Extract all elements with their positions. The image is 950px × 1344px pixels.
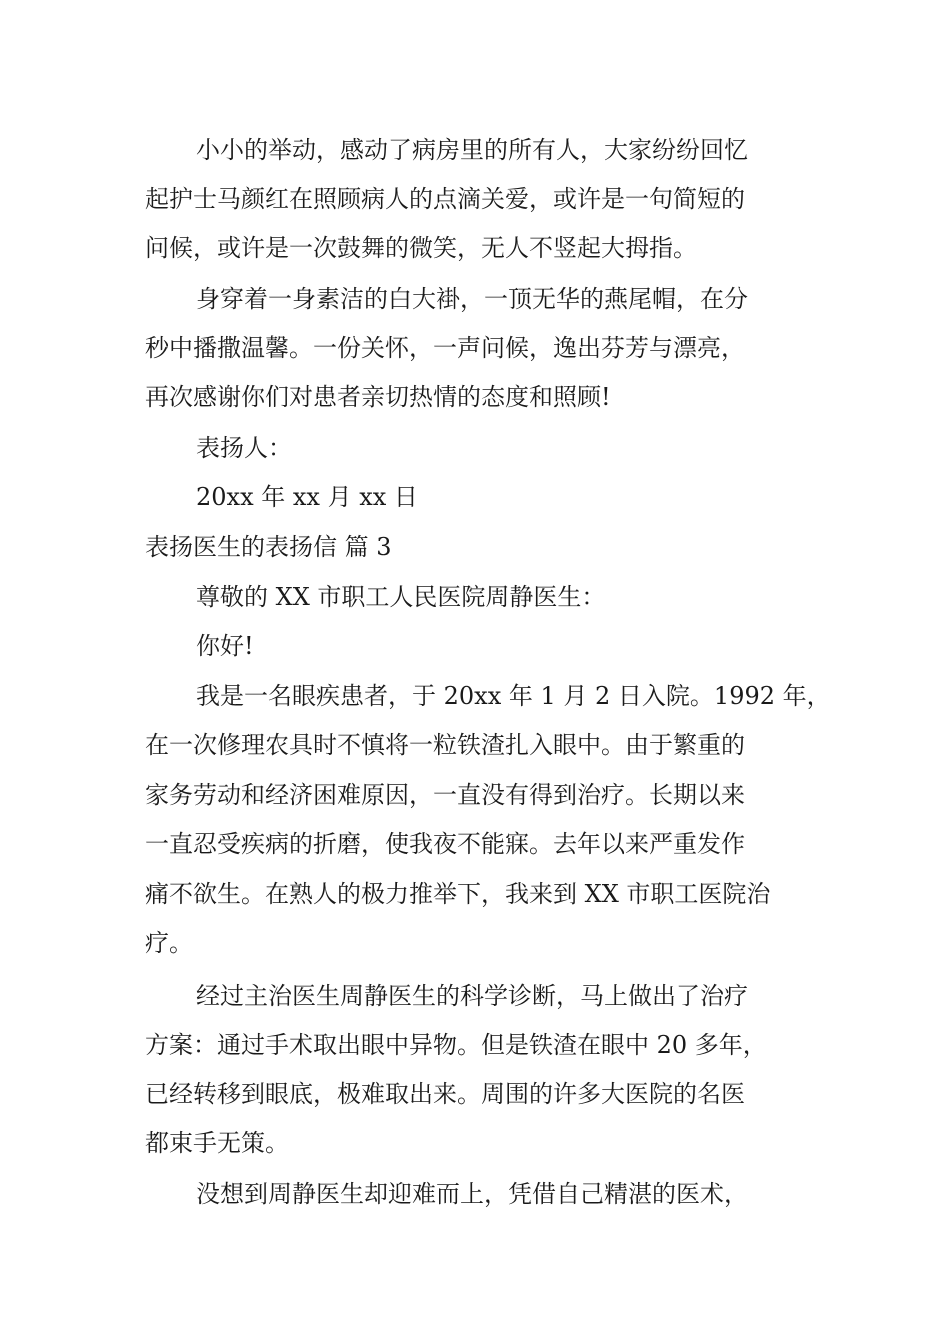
paragraph-line: 方案：通过手术取出眼中异物。但是铁渣在眼中 20 多年， (145, 1031, 767, 1059)
paragraph-line: 一直忍受疾病的折磨，使我夜不能寐。去年以来严重发作 (145, 830, 745, 858)
paragraph-line: 都束手无策。 (145, 1129, 289, 1157)
paragraph-line: 痛不欲生。在熟人的极力推举下，我来到 XX 市职工医院治 (145, 880, 771, 908)
paragraph-line: 疗。 (145, 929, 193, 957)
paragraph-line: 起护士马颜红在照顾病人的点滴关爱，或许是一句简短的 (145, 185, 745, 213)
date-line: 20xx 年 xx 月 xx 日 (196, 483, 418, 511)
signature-label: 表扬人： (196, 434, 292, 462)
paragraph-line: 秒中播撒温馨。一份关怀，一声问候，逸出芬芳与漂亮， (145, 334, 745, 362)
paragraph-line: 家务劳动和经济困难原因，一直没有得到治疗。长期以来 (145, 781, 745, 809)
greeting: 你好! (196, 632, 254, 660)
paragraph-line: 没想到周静医生却迎难而上，凭借自己精湛的医术， (196, 1180, 748, 1208)
paragraph-line: 经过主治医生周静医生的科学诊断，马上做出了治疗 (196, 982, 748, 1010)
paragraph-line: 身穿着一身素洁的白大褂，一顶无华的燕尾帽，在分 (196, 285, 748, 313)
paragraph-line: 在一次修理农具时不慎将一粒铁渣扎入眼中。由于繁重的 (145, 731, 745, 759)
section-heading: 表扬医生的表扬信 篇 3 (145, 533, 392, 561)
paragraph-line: 小小的举动，感动了病房里的所有人，大家纷纷回忆 (196, 136, 748, 164)
paragraph-line: 我是一名眼疾患者，于 20xx 年 1 月 2 日入院。1992 年， (196, 682, 831, 710)
paragraph-line: 问候，或许是一次鼓舞的微笑，无人不竖起大拇指。 (145, 234, 697, 262)
salutation: 尊敬的 XX 市职工人民医院周静医生： (196, 583, 606, 611)
paragraph-line: 再次感谢你们对患者亲切热情的态度和照顾! (145, 383, 611, 411)
paragraph-line: 已经转移到眼底，极难取出来。周围的许多大医院的名医 (145, 1080, 745, 1108)
